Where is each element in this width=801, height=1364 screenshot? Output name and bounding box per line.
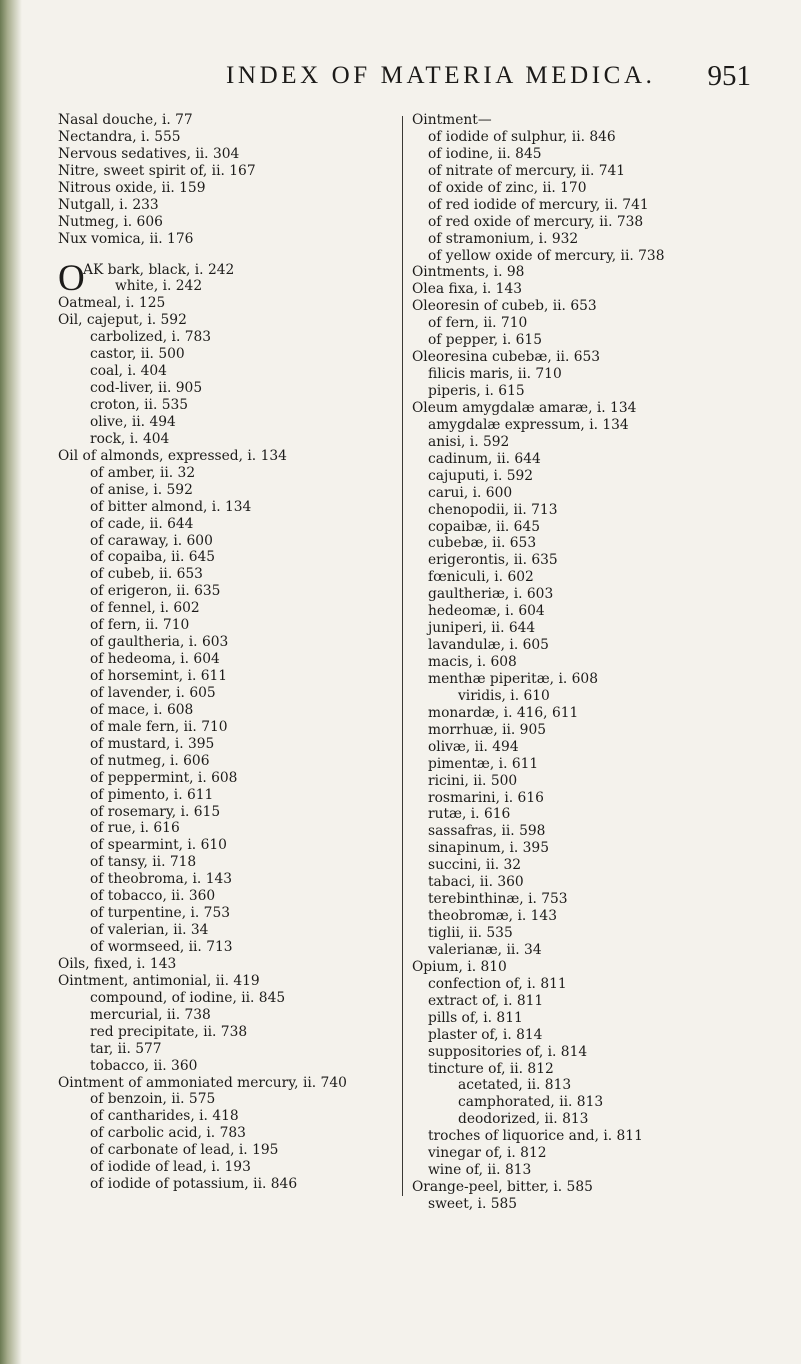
index-subentry: of caraway, i. 600: [90, 532, 213, 549]
index-subentry: coal, i. 404: [90, 363, 167, 380]
index-subentry: carui, i. 600: [428, 484, 513, 501]
index-subentry: of hedeoma, i. 604: [90, 651, 220, 668]
index-subentry: morrhuæ, ii. 905: [428, 721, 547, 738]
index-subentry: of fern, ii. 710: [90, 617, 190, 634]
index-subentry: sassafras, ii. 598: [428, 823, 546, 840]
index-group-n: [58, 112, 410, 248]
index-subentry: of iodide of sulphur, ii. 846: [428, 128, 616, 145]
index-subentry: carbolized, i. 783: [90, 329, 212, 346]
index-entry: Ointment—: [412, 112, 492, 128]
index-subentry: of yellow oxide of mercury, ii. 738: [428, 247, 665, 264]
page-number: 951: [707, 60, 751, 92]
index-subentry: cadinum, ii. 644: [428, 450, 541, 467]
index-subentry: camphorated, ii. 813: [458, 1094, 604, 1111]
index-subentry: of peppermint, i. 608: [90, 769, 238, 786]
index-subentry: terebinthinæ, i. 753: [428, 891, 568, 908]
index-subentry: tobacco, ii. 360: [90, 1057, 198, 1074]
index-subentry: white, i. 242: [115, 278, 203, 295]
index-subentry: of iodide of lead, i. 193: [90, 1159, 251, 1176]
index-subentry: sweet, i. 585: [428, 1196, 518, 1212]
index-entry: Orange-peel, bitter, i. 585: [412, 1179, 593, 1196]
index-subentry: cajuputi, i. 592: [428, 467, 534, 484]
index-subentry: of horsemint, i. 611: [90, 668, 228, 684]
index-group-o: [58, 295, 410, 1193]
index-entry: Nitrous oxide, ii. 159: [58, 179, 206, 196]
index-subentry: theobromæ, i. 143: [428, 908, 557, 925]
index-subentry: troches of liquorice and, i. 811: [428, 1128, 643, 1145]
index-subentry: tincture of, ii. 812: [428, 1060, 554, 1077]
index-subentry: amygdalæ expressum, i. 134: [428, 416, 629, 433]
index-subentry: suppositories of, i. 814: [428, 1043, 588, 1060]
index-subentry: of tobacco, ii. 360: [90, 888, 216, 905]
index-subentry: compound, of iodine, ii. 845: [90, 989, 286, 1006]
letter-section-gap: [58, 248, 410, 262]
index-subentry: fœniculi, i. 602: [428, 569, 534, 586]
index-subentry: of turpentine, i. 753: [90, 905, 231, 922]
index-subentry: extract of, i. 811: [428, 992, 544, 1009]
index-entry: Ointment, antimonial, ii. 419: [58, 972, 260, 989]
index-subentry: chenopodii, ii. 713: [428, 501, 558, 518]
index-subentry: gaultheriæ, i. 603: [428, 586, 554, 603]
index-subentry: croton, ii. 535: [90, 397, 189, 413]
index-subentry: cod-liver, ii. 905: [90, 380, 203, 397]
index-subentry: of nutmeg, i. 606: [90, 752, 210, 769]
index-subentry: tabaci, ii. 360: [428, 874, 524, 891]
index-subentry: of spearmint, i. 610: [90, 837, 227, 854]
index-subentry: vinegar of, i. 812: [428, 1145, 547, 1162]
index-entry: Oil of almonds, expressed, i. 134: [58, 447, 287, 464]
index-subentry: olivæ, ii. 494: [428, 738, 519, 755]
index-subentry: filicis maris, ii. 710: [428, 366, 562, 383]
index-subentry: rock, i. 404: [90, 430, 170, 447]
index-subentry: wine of, ii. 813: [428, 1162, 532, 1179]
index-subentry: of anise, i. 592: [90, 481, 193, 498]
page-header: [0, 62, 801, 98]
index-subentry: of lavender, i. 605: [90, 684, 216, 701]
running-head: INDEX OF MATERIA MEDICA.: [226, 62, 656, 89]
index-subentry: monardæ, i. 416, 611: [428, 704, 579, 721]
index-subentry: of fern, ii. 710: [428, 315, 528, 332]
index-subentry: of pepper, i. 615: [428, 332, 542, 349]
index-entry: Opium, i. 810: [412, 958, 507, 975]
index-entry: Oleoresin of cubeb, ii. 653: [412, 298, 597, 315]
index-subentry: red precipitate, ii. 738: [90, 1023, 248, 1040]
index-subentry: of copaiba, ii. 645: [90, 549, 216, 566]
index-subentry: of red iodide of mercury, ii. 741: [428, 196, 649, 213]
index-subentry: of erigeron, ii. 635: [90, 583, 221, 600]
index-subentry: of cubeb, ii. 653: [90, 566, 203, 583]
index-group-o-continued: [412, 112, 792, 1213]
page-binding-shadow: [0, 0, 22, 1364]
index-entry: Nectandra, i. 555: [58, 128, 181, 145]
index-subentry: menthæ piperitæ, i. 608: [428, 670, 598, 687]
column-divider-rule: [402, 116, 403, 1196]
index-subentry: of gaultheria, i. 603: [90, 634, 229, 651]
index-entry: Oils, fixed, i. 143: [58, 955, 177, 972]
index-subentry: of benzoin, ii. 575: [90, 1091, 216, 1108]
index-entry: Nasal douche, i. 77: [58, 112, 193, 128]
index-subentry: erigerontis, ii. 635: [428, 552, 558, 569]
index-subentry: of oxide of zinc, ii. 170: [428, 179, 587, 196]
index-subentry: of mace, i. 608: [90, 701, 194, 718]
index-entry: Ointments, i. 98: [412, 264, 525, 281]
index-entry: Nitre, sweet spirit of, ii. 167: [58, 162, 256, 179]
index-subentry: viridis, i. 610: [458, 687, 550, 704]
index-subentry: lavandulæ, i. 605: [428, 637, 549, 654]
index-subentry: of male fern, ii. 710: [90, 718, 228, 735]
index-subentry: of carbolic acid, i. 783: [90, 1125, 246, 1142]
index-subentry: of theobroma, i. 143: [90, 871, 233, 888]
index-subentry: piperis, i. 615: [428, 383, 525, 399]
index-subentry: acetated, ii. 813: [458, 1077, 572, 1094]
index-subentry: valerianæ, ii. 34: [428, 941, 542, 958]
index-entry: Oatmeal, i. 125: [58, 295, 166, 312]
index-entry: Oleoresina cubebæ, ii. 653: [412, 349, 601, 366]
index-subentry: deodorized, ii. 813: [458, 1111, 589, 1128]
index-entry: Oleum amygdalæ amaræ, i. 134: [412, 399, 637, 416]
index-entry: Oil, cajeput, i. 592: [58, 312, 187, 329]
index-subentry: juniperi, ii. 644: [428, 620, 536, 637]
index-subentry: of amber, ii. 32: [90, 464, 196, 481]
index-subentry: of carbonate of lead, i. 195: [90, 1142, 279, 1159]
index-subentry: tar, ii. 577: [90, 1040, 162, 1057]
index-subentry: anisi, i. 592: [428, 433, 510, 450]
index-subentry: of fennel, i. 602: [90, 600, 200, 617]
index-subentry: cubebæ, ii. 653: [428, 535, 537, 552]
index-subentry: of iodine, ii. 845: [428, 145, 542, 162]
index-entry: Nux vomica, ii. 176: [58, 230, 194, 247]
index-subentry: rutæ, i. 616: [428, 806, 511, 823]
index-entry: Nutgall, i. 233: [58, 196, 159, 213]
index-subentry: sinapinum, i. 395: [428, 840, 549, 857]
index-entry: Nutmeg, i. 606: [58, 213, 163, 230]
index-subentry: of pimento, i. 611: [90, 786, 214, 803]
index-column-left: [58, 112, 410, 1193]
index-subentry: succini, ii. 32: [428, 857, 522, 874]
index-subentry: of iodide of potassium, ii. 846: [90, 1176, 298, 1193]
index-subentry: pills of, i. 811: [428, 1009, 523, 1026]
index-subentry: mercurial, ii. 738: [90, 1006, 211, 1023]
index-subentry: of tansy, ii. 718: [90, 854, 197, 871]
index-subentry: confection of, i. 811: [428, 975, 567, 992]
index-subentry: tiglii, ii. 535: [428, 925, 513, 941]
index-subentry: olive, ii. 494: [90, 413, 176, 430]
index-subentry: of valerian, ii. 34: [90, 922, 209, 939]
index-column-right: [412, 112, 792, 1213]
index-subentry: of rosemary, i. 615: [90, 803, 221, 820]
index-subentry: of red oxide of mercury, ii. 738: [428, 213, 644, 230]
index-subentry: of stramonium, i. 932: [428, 230, 579, 247]
index-subentry: ricini, ii. 500: [428, 772, 518, 789]
index-subentry: of cade, ii. 644: [90, 515, 194, 532]
index-entry: Olea fixa, i. 143: [412, 281, 522, 298]
index-subentry: copaibæ, ii. 645: [428, 518, 541, 535]
index-subentry: macis, i. 608: [428, 654, 517, 670]
index-entry: Nervous sedatives, ii. 304: [58, 145, 240, 162]
index-subentry: pimentæ, i. 611: [428, 755, 539, 772]
index-subentry: of bitter almond, i. 134: [90, 498, 252, 515]
index-subentry: plaster of, i. 814: [428, 1026, 543, 1043]
index-entry: AK bark, black, i. 242: [83, 261, 235, 278]
index-subentry: of cantharides, i. 418: [90, 1108, 239, 1125]
letter-o-section-start: [58, 257, 410, 299]
index-subentry: of rue, i. 616: [90, 820, 180, 837]
index-entry: Ointment of ammoniated mercury, ii. 740: [58, 1074, 347, 1091]
index-subentry: of nitrate of mercury, ii. 741: [428, 162, 626, 179]
index-subentry: of wormseed, ii. 713: [90, 939, 233, 955]
index-subentry: castor, ii. 500: [90, 346, 185, 363]
index-subentry: hedeomæ, i. 604: [428, 603, 545, 620]
index-subentry: of mustard, i. 395: [90, 735, 215, 752]
drop-cap-letter: O: [58, 257, 85, 299]
index-subentry: rosmarini, i. 616: [428, 789, 544, 806]
